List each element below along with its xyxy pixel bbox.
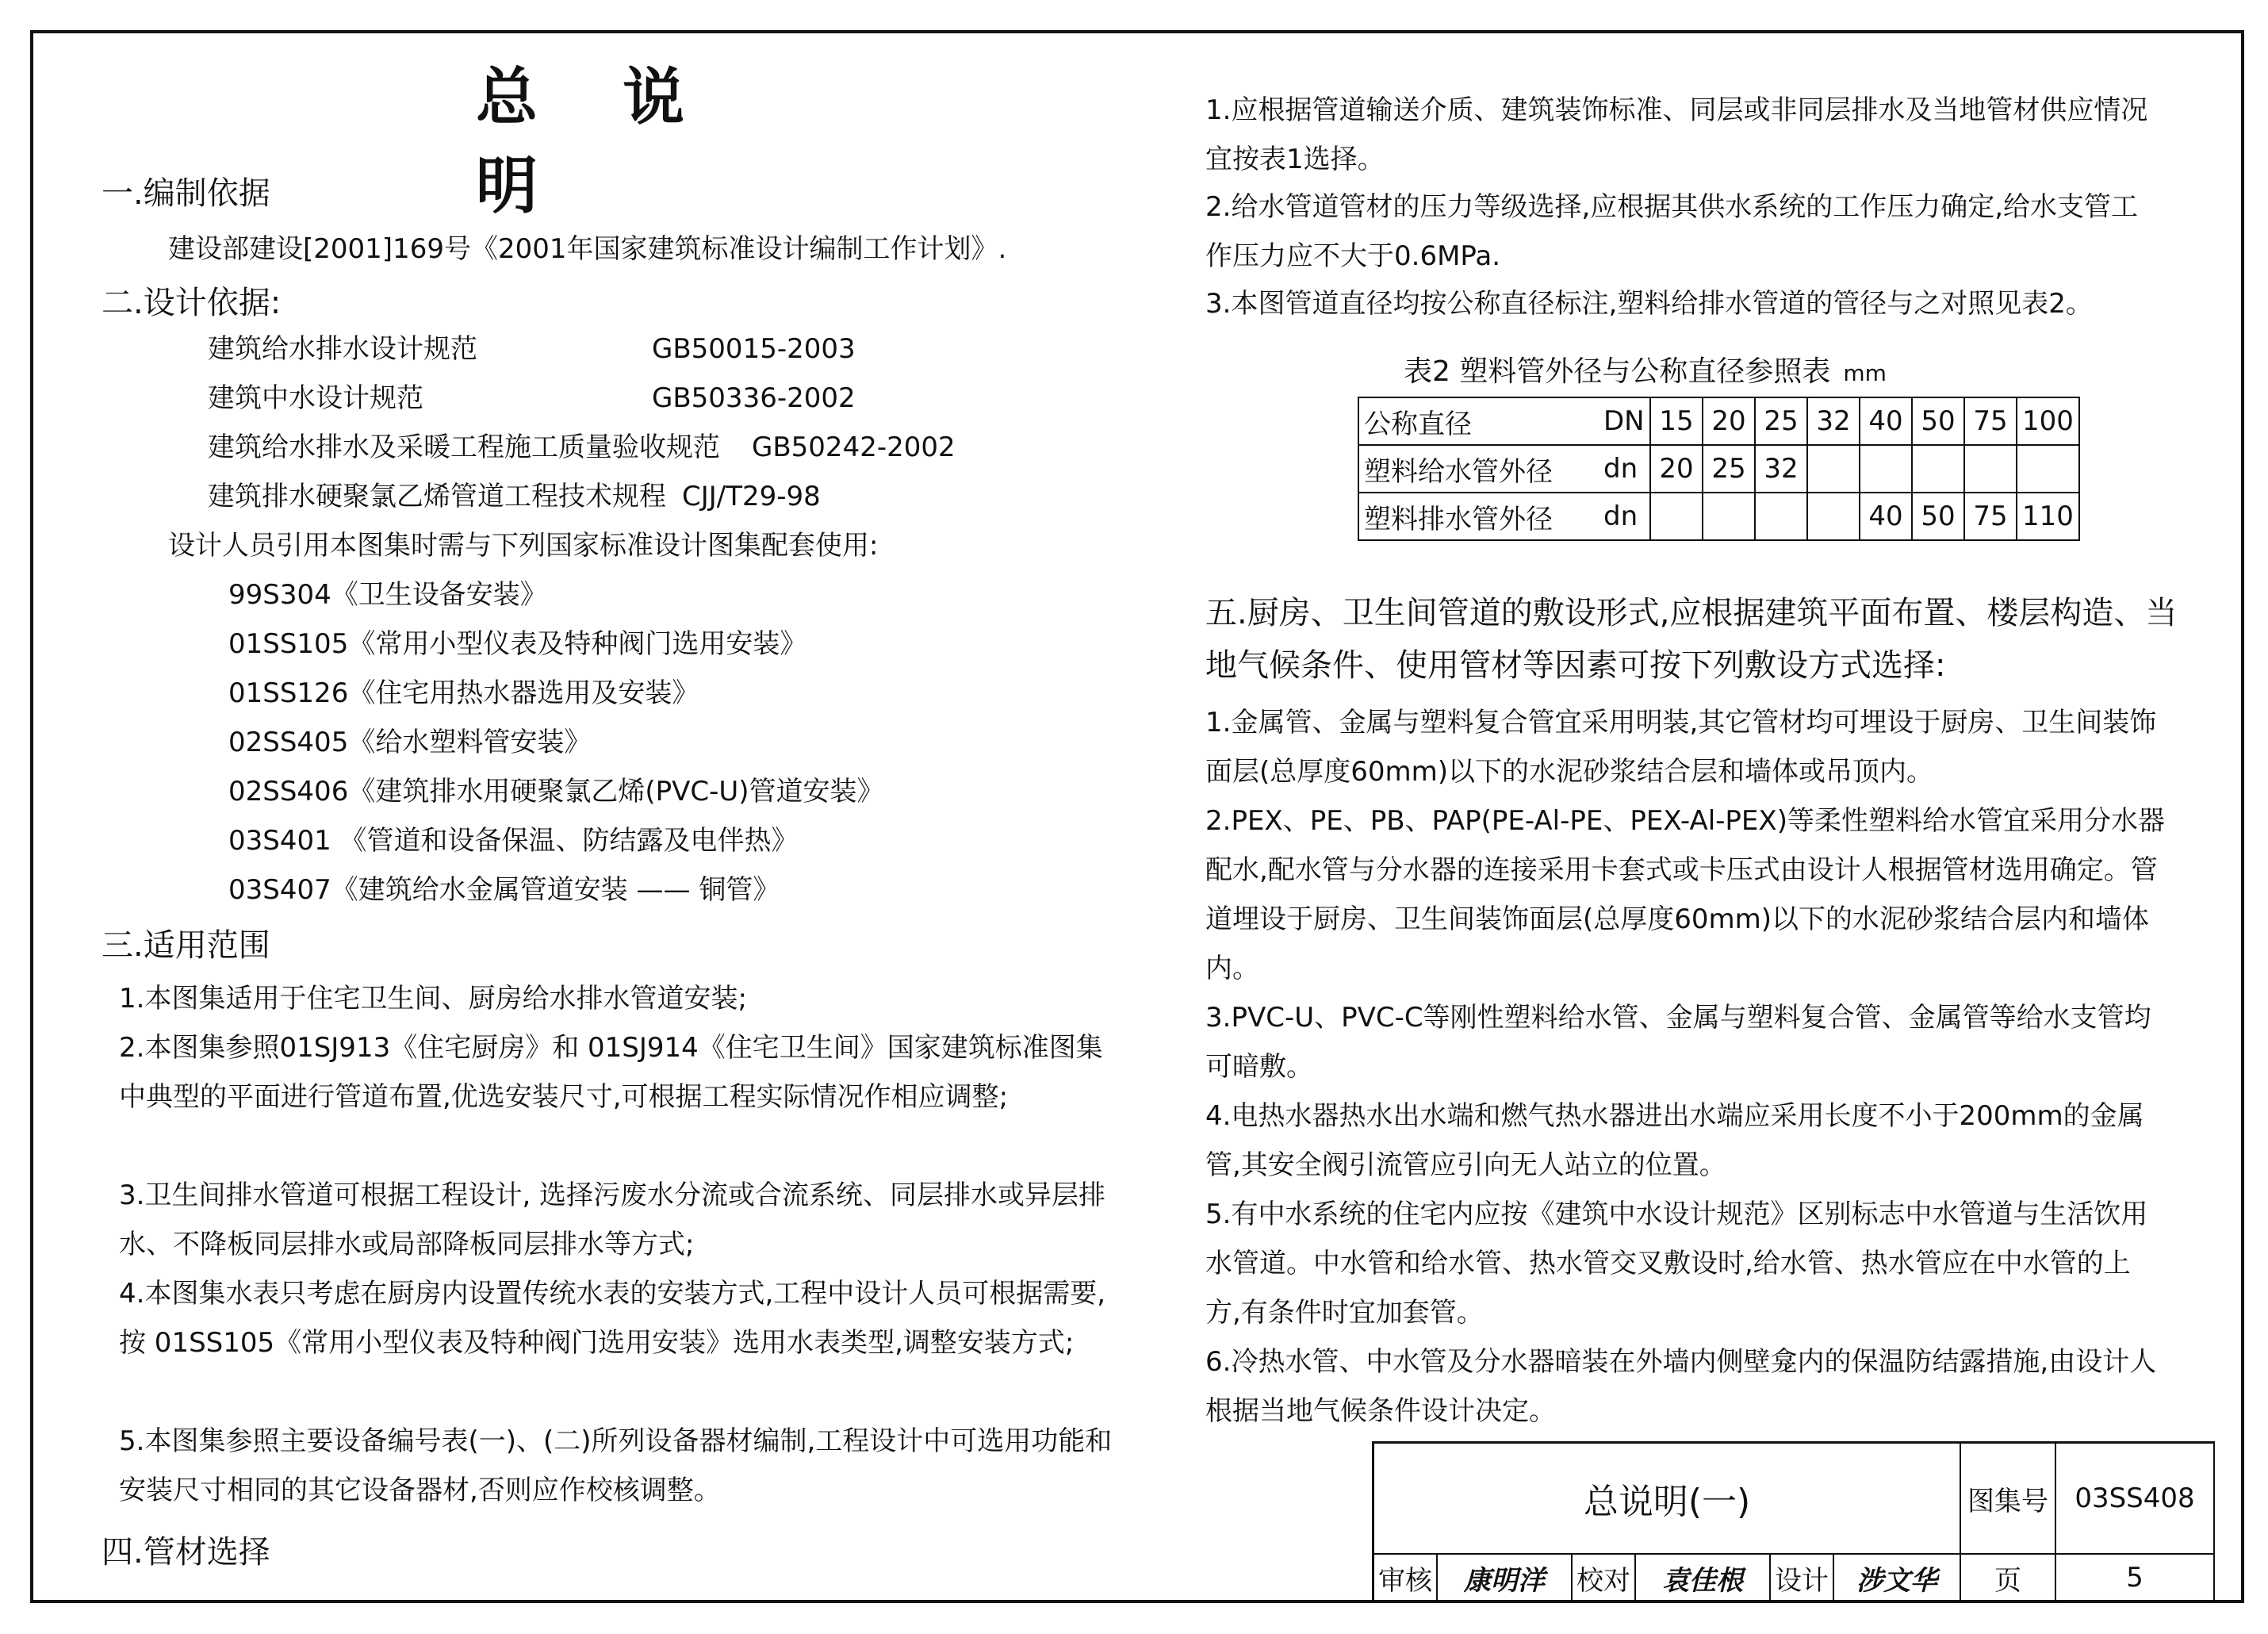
code-number: GB50015-2003	[652, 333, 856, 365]
table-cell: 25	[1755, 397, 1807, 445]
design-label: 设计	[1771, 1555, 1834, 1602]
row-symbol: DN	[1599, 397, 1650, 445]
check-signature: 袁佳根	[1636, 1555, 1771, 1602]
table-cell	[2017, 445, 2079, 493]
sec5-item: 4.电热水器热水出水端和燃气热水器进出水端应采用长度不小于200mm的金属管,其安全阀引流管应引向无人站立的位置。	[1205, 1100, 2144, 1181]
code-name: 建筑排水硬聚氯乙烯管道工程技术规程	[208, 481, 666, 512]
sec4-item: 3.本图管道直径均按公称直径标注,塑料给排水管道的管径与之对照见表2。	[1205, 288, 2093, 320]
sec1-text: 建设部建设[2001]169号《2001年国家建筑标准设计编制工作计划》.	[168, 233, 1007, 265]
table-cell: 32	[1755, 445, 1807, 493]
table-cell: 75	[1964, 493, 2017, 540]
row-label: 公称直径	[1358, 397, 1599, 445]
atlas-item: 03S407《建筑给水金属管道安装 —— 铜管》	[228, 874, 780, 906]
check-label: 校对	[1573, 1555, 1636, 1602]
sec3-item: 4.本图集水表只考虑在厨房内设置传统水表的安装方式,工程中设计人员可根据需要,按 01SS105《常用小型仪表及特种阀门选用安装》选用水表类型,调整安装方式;	[119, 1278, 1106, 1359]
table-cell: 100	[2017, 397, 2079, 445]
sec2-intro: 设计人员引用本图集时需与下列国家标准设计图集配套使用:	[168, 530, 879, 562]
sec4-item: 2.给水管道管材的压力等级选择,应根据其供水系统的工作压力确定,给水支管工作压力应不大于0.6MPa.	[1205, 191, 2139, 272]
table-cell	[1912, 445, 1964, 493]
page-title: 总 说 明	[476, 61, 717, 222]
table-cell	[1807, 445, 1860, 493]
sec3-item: 3.卫生间排水管道可根据工程设计, 选择污废水分流或合流系统、同层排水或异层排水、不降板同层排水或局部降板同层排水等方式;	[119, 1179, 1106, 1260]
table-cell: 50	[1912, 493, 1964, 540]
sec5-item: 6.冷热水管、中水管及分水器暗装在外墙内侧壁龛内的保温防结露措施,由设计人根据当地气候条件设计决定。	[1205, 1346, 2157, 1427]
atlas-item: 01SS105《常用小型仪表及特种阀门选用安装》	[228, 628, 807, 660]
row-label: 塑料排水管外径	[1358, 493, 1599, 540]
table-cell: 110	[2017, 493, 2079, 540]
code-number: GB50336-2002	[652, 382, 856, 414]
table2-unit: mm	[1843, 360, 1887, 386]
atlas-item: 02SS406《建筑排水用硬聚氯乙烯(PVC-U)管道安装》	[228, 776, 884, 807]
row-symbol: dn	[1599, 493, 1650, 540]
row-label: 塑料给水管外径	[1358, 445, 1599, 493]
sec5-item: 5.有中水系统的住宅内应按《建筑中水设计规范》区别标志中水管道与生活饮用水管道。中水管和给水管、热水管交叉敷设时,给水管、热水管应在中水管的上方,有条件时宜加套管。	[1205, 1199, 2148, 1329]
page-number: 5	[2056, 1555, 2215, 1602]
drawing-title: 总说明(一)	[1374, 1444, 1961, 1555]
sec3-heading: 三.适用范围	[102, 927, 270, 964]
code-name: 建筑给水排水及采暖工程施工质量验收规范	[208, 432, 720, 463]
table-cell: 75	[1964, 397, 2017, 445]
title-block	[1372, 1441, 2215, 1602]
table-row	[1358, 397, 2079, 445]
table-cell	[1860, 445, 1912, 493]
table-cell	[1650, 493, 1703, 540]
table-cell: 40	[1860, 493, 1912, 540]
atlas-number: 03SS408	[2056, 1444, 2215, 1555]
table-cell	[1755, 493, 1807, 540]
table-cell: 32	[1807, 397, 1860, 445]
table-cell	[1703, 493, 1755, 540]
table2-title	[1404, 349, 1887, 389]
table-cell: 20	[1650, 445, 1703, 493]
code-number: GB50242-2002	[752, 432, 956, 463]
design-signature: 涉文华	[1834, 1555, 1961, 1602]
table-cell: 40	[1860, 397, 1912, 445]
sec3-item: 2.本图集参照01SJ913《住宅厨房》和 01SJ914《住宅卫生间》国家建筑标准图集中典型的平面进行管道布置,优选安装尺寸,可根据工程实际情况作相应调整;	[119, 1032, 1103, 1113]
review-label: 审核	[1374, 1555, 1438, 1602]
sec3-item: 5.本图集参照主要设备编号表(一)、(二)所列设备器材编制,工程设计中可选用功能和安装尺寸相同的其它设备器材,否则应作校核调整。	[119, 1425, 1113, 1506]
sec5-item: 1.金属管、金属与塑料复合管宜采用明装,其它管材均可埋设于厨房、卫生间装饰面层(总厚度60mm)以下的水泥砂浆结合层和墙体或吊顶内。	[1205, 707, 2157, 788]
code-row	[208, 376, 856, 415]
code-name: 建筑给水排水设计规范	[208, 333, 477, 365]
table-cell: 15	[1650, 397, 1703, 445]
sec5-item: 3.PVC-U、PVC-C等刚性塑料给水管、金属与塑料复合管、金属管等给水支管均可暗敷。	[1205, 1002, 2151, 1083]
atlas-label: 图集号	[1961, 1444, 2056, 1555]
table2-title-text: 表2 塑料管外径与公称直径参照表	[1404, 355, 1831, 388]
atlas-item: 99S304《卫生设备安装》	[228, 579, 547, 611]
code-row	[208, 425, 956, 464]
code-row	[208, 327, 856, 366]
sec5-heading: 五.厨房、卫生间管道的敷设形式,应根据建筑平面布置、楼层构造、当地气候条件、使用管材等因素可按下列敷设方式选择:	[1205, 595, 2178, 684]
code-number: CJJ/T29-98	[682, 481, 821, 512]
table-row	[1358, 445, 2079, 493]
sec2-heading: 二.设计依据:	[102, 285, 282, 321]
table-cell: 25	[1703, 445, 1755, 493]
atlas-item: 01SS126《住宅用热水器选用及安装》	[228, 677, 699, 709]
code-name: 建筑中水设计规范	[208, 382, 423, 414]
sec4-heading: 四.管材选择	[102, 1534, 270, 1571]
sec4-item: 1.应根据管道输送介质、建筑装饰标准、同层或非同层排水及当地管材供应情况宜按表1选择。	[1205, 94, 2148, 175]
sec1-heading: 一.编制依据	[102, 175, 270, 212]
code-row	[208, 474, 821, 513]
table-cell	[1964, 445, 2017, 493]
row-symbol: dn	[1599, 445, 1650, 493]
sec5-item: 2.PEX、PE、PB、PAP(PE-Al-PE、PEX-Al-PEX)等柔性塑料给水管宜采用分水器配水,配水管与分水器的连接采用卡套式或卡压式由设计人根据管材选用确定。管道埋设于厨房、卫生间装饰面层(总厚度60mm)以下的水泥砂浆结合层内和墙体内。	[1205, 805, 2165, 984]
atlas-item: 02SS405《给水塑料管安装》	[228, 727, 592, 758]
table-row	[1358, 493, 2079, 540]
table-cell: 50	[1912, 397, 1964, 445]
atlas-item: 03S401 《管道和设备保温、防结露及电伴热》	[228, 825, 799, 857]
sec3-item: 1.本图集适用于住宅卫生间、厨房给水排水管道安装;	[119, 983, 747, 1015]
table-cell	[1807, 493, 1860, 540]
page-label: 页	[1961, 1555, 2056, 1602]
pipe-diameter-table	[1358, 397, 2080, 541]
review-signature: 康明洋	[1438, 1555, 1573, 1602]
table-cell: 20	[1703, 397, 1755, 445]
